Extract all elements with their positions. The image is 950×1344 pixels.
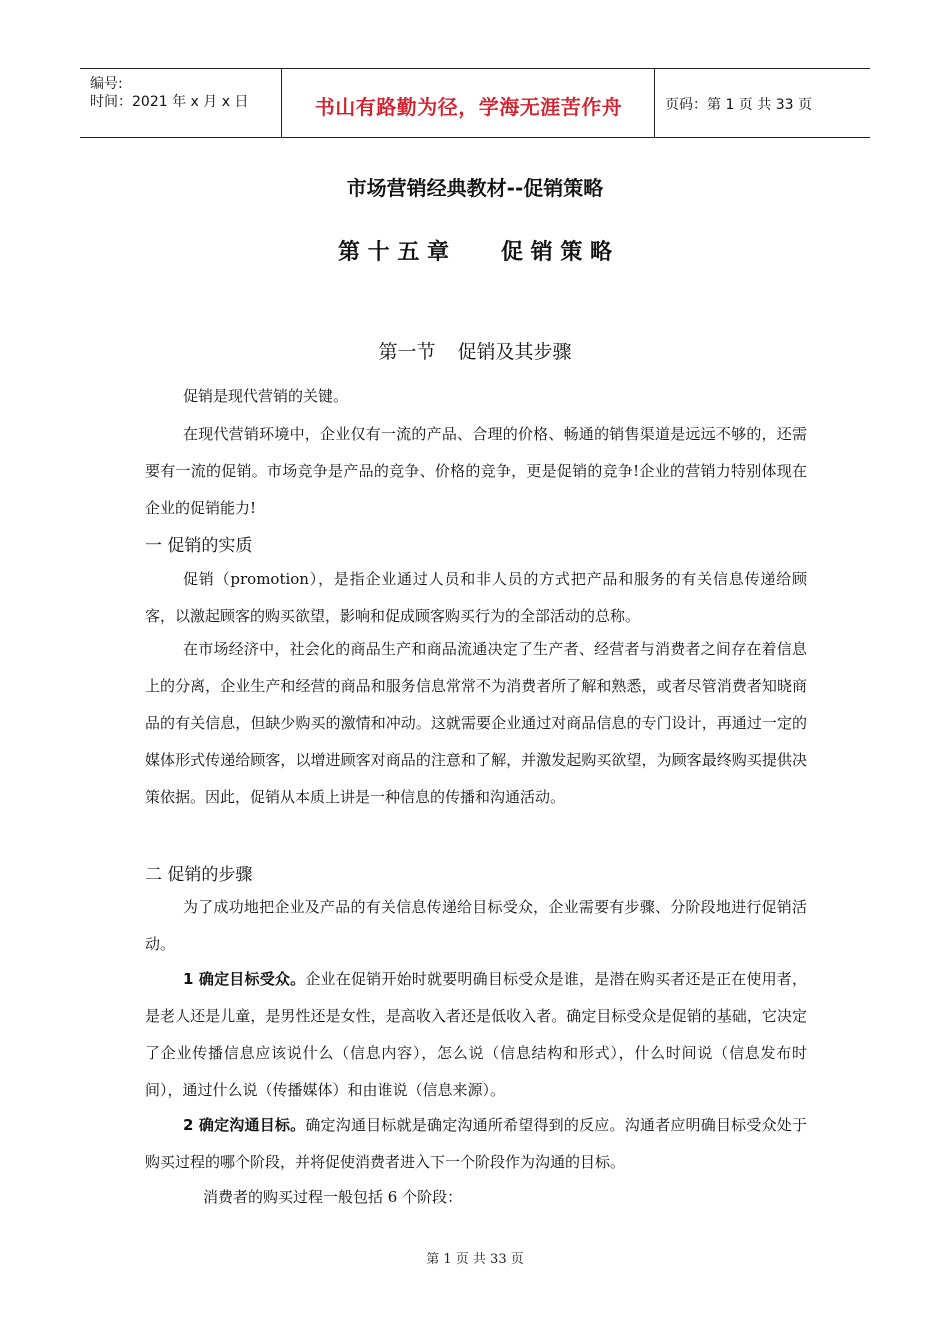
header-table (80, 68, 870, 138)
chapter-label: 第 十 五 章 (338, 240, 449, 265)
chapter-heading (0, 235, 950, 266)
paragraph-steps-intro: 为了成功地把企业及产品的有关信息传递给目标受众，企业需要有步骤、分阶段地进行促销活动。 (145, 898, 807, 953)
step-1-body: 企业在促销开始时就要明确目标受众是谁，是潜在购买者还是正在使用者，是老人还是儿童，是男性还是女性，是高收入者还是低收入者。确定目标受众是促销的基础，它决定了企业传播信息应该说什么（信息内容），怎么说（信息结构和形式），什么时间说（信息发布时间），通过什么说（传播媒体）和由谁说（信息来源）。 (145, 970, 807, 1099)
step-2-lead: 2 确定沟通目标。 (183, 1116, 306, 1134)
paragraph-purchase-stages: 消费者的购买过程一般包括 6 个阶段： (203, 1188, 463, 1206)
motto: 书山有路勤为径，学海无涯苦作舟 (314, 95, 623, 119)
header-motto-cell (282, 69, 655, 137)
paragraph-market-economy: 在市场经济中，社会化的商品生产和商品流通决定了生产者、经营者与消费者之间存在着信息上的分离，企业生产和经营的商品和服务信息常常不为消费者所了解和熟悉，或者尽管消费者知晓商品的有关信息，但缺少购买的激情和冲动。这就需要企业通过对商品信息的专门设计，再通过一定的媒体形式传递给顾客，以增进顾客对商品的注意和了解，并激发起购买欲望，为顾客最终购买提供决策依据。因此，促销从本质上讲是一种信息的传播和沟通活动。 (145, 640, 807, 806)
page-footer: 第 1 页 共 33 页 (426, 1252, 524, 1267)
paragraph-step-1 (145, 961, 807, 1109)
paragraph-definition: 促销（promotion），是指企业通过人员和非人员的方式把产品和服务的有关信息传递给顾客，以激起顾客的购买欲望，影响和促成顾客购买行为的全部活动的总称。 (145, 570, 807, 625)
step-2-body: 确定沟通目标就是确定沟通所希望得到的反应。沟通者应明确目标受众处于购买过程的哪个阶段，并将促使消费者进入下一个阶段作为沟通的目标。 (145, 1116, 807, 1171)
header-info-cell (80, 69, 282, 137)
paragraph-intro: 促销是现代营销的关键。 (183, 387, 349, 405)
step-1-lead: 1 确定目标受众。 (183, 970, 306, 988)
page-code: 页码：第 1 页 共 33 页 (665, 97, 812, 113)
section-label: 第一节 (378, 341, 436, 363)
section-heading (0, 337, 950, 364)
chapter-title: 促 销 策 略 (501, 240, 612, 265)
heading-essence: 一 促销的实质 (145, 536, 253, 556)
paragraph-environment: 在现代营销环境中，企业仅有一流的产品、合理的价格、畅通的销售渠道是远远不够的，还需要有一流的促销。市场竞争是产品的竞争、价格的竞争，更是促销的竞争!企业的营销力特别体现在企业的促销能力! (145, 425, 807, 517)
number-label: 编号: (90, 76, 123, 92)
section-title: 促销及其步骤 (457, 341, 572, 363)
time-label: 时间：2021 年 x 月 x 日 (90, 94, 249, 110)
document-title: 市场营销经典教材--促销策略 (346, 176, 604, 200)
header-page-cell (655, 69, 870, 137)
heading-steps: 二 促销的步骤 (145, 865, 253, 885)
paragraph-step-2 (145, 1107, 807, 1181)
